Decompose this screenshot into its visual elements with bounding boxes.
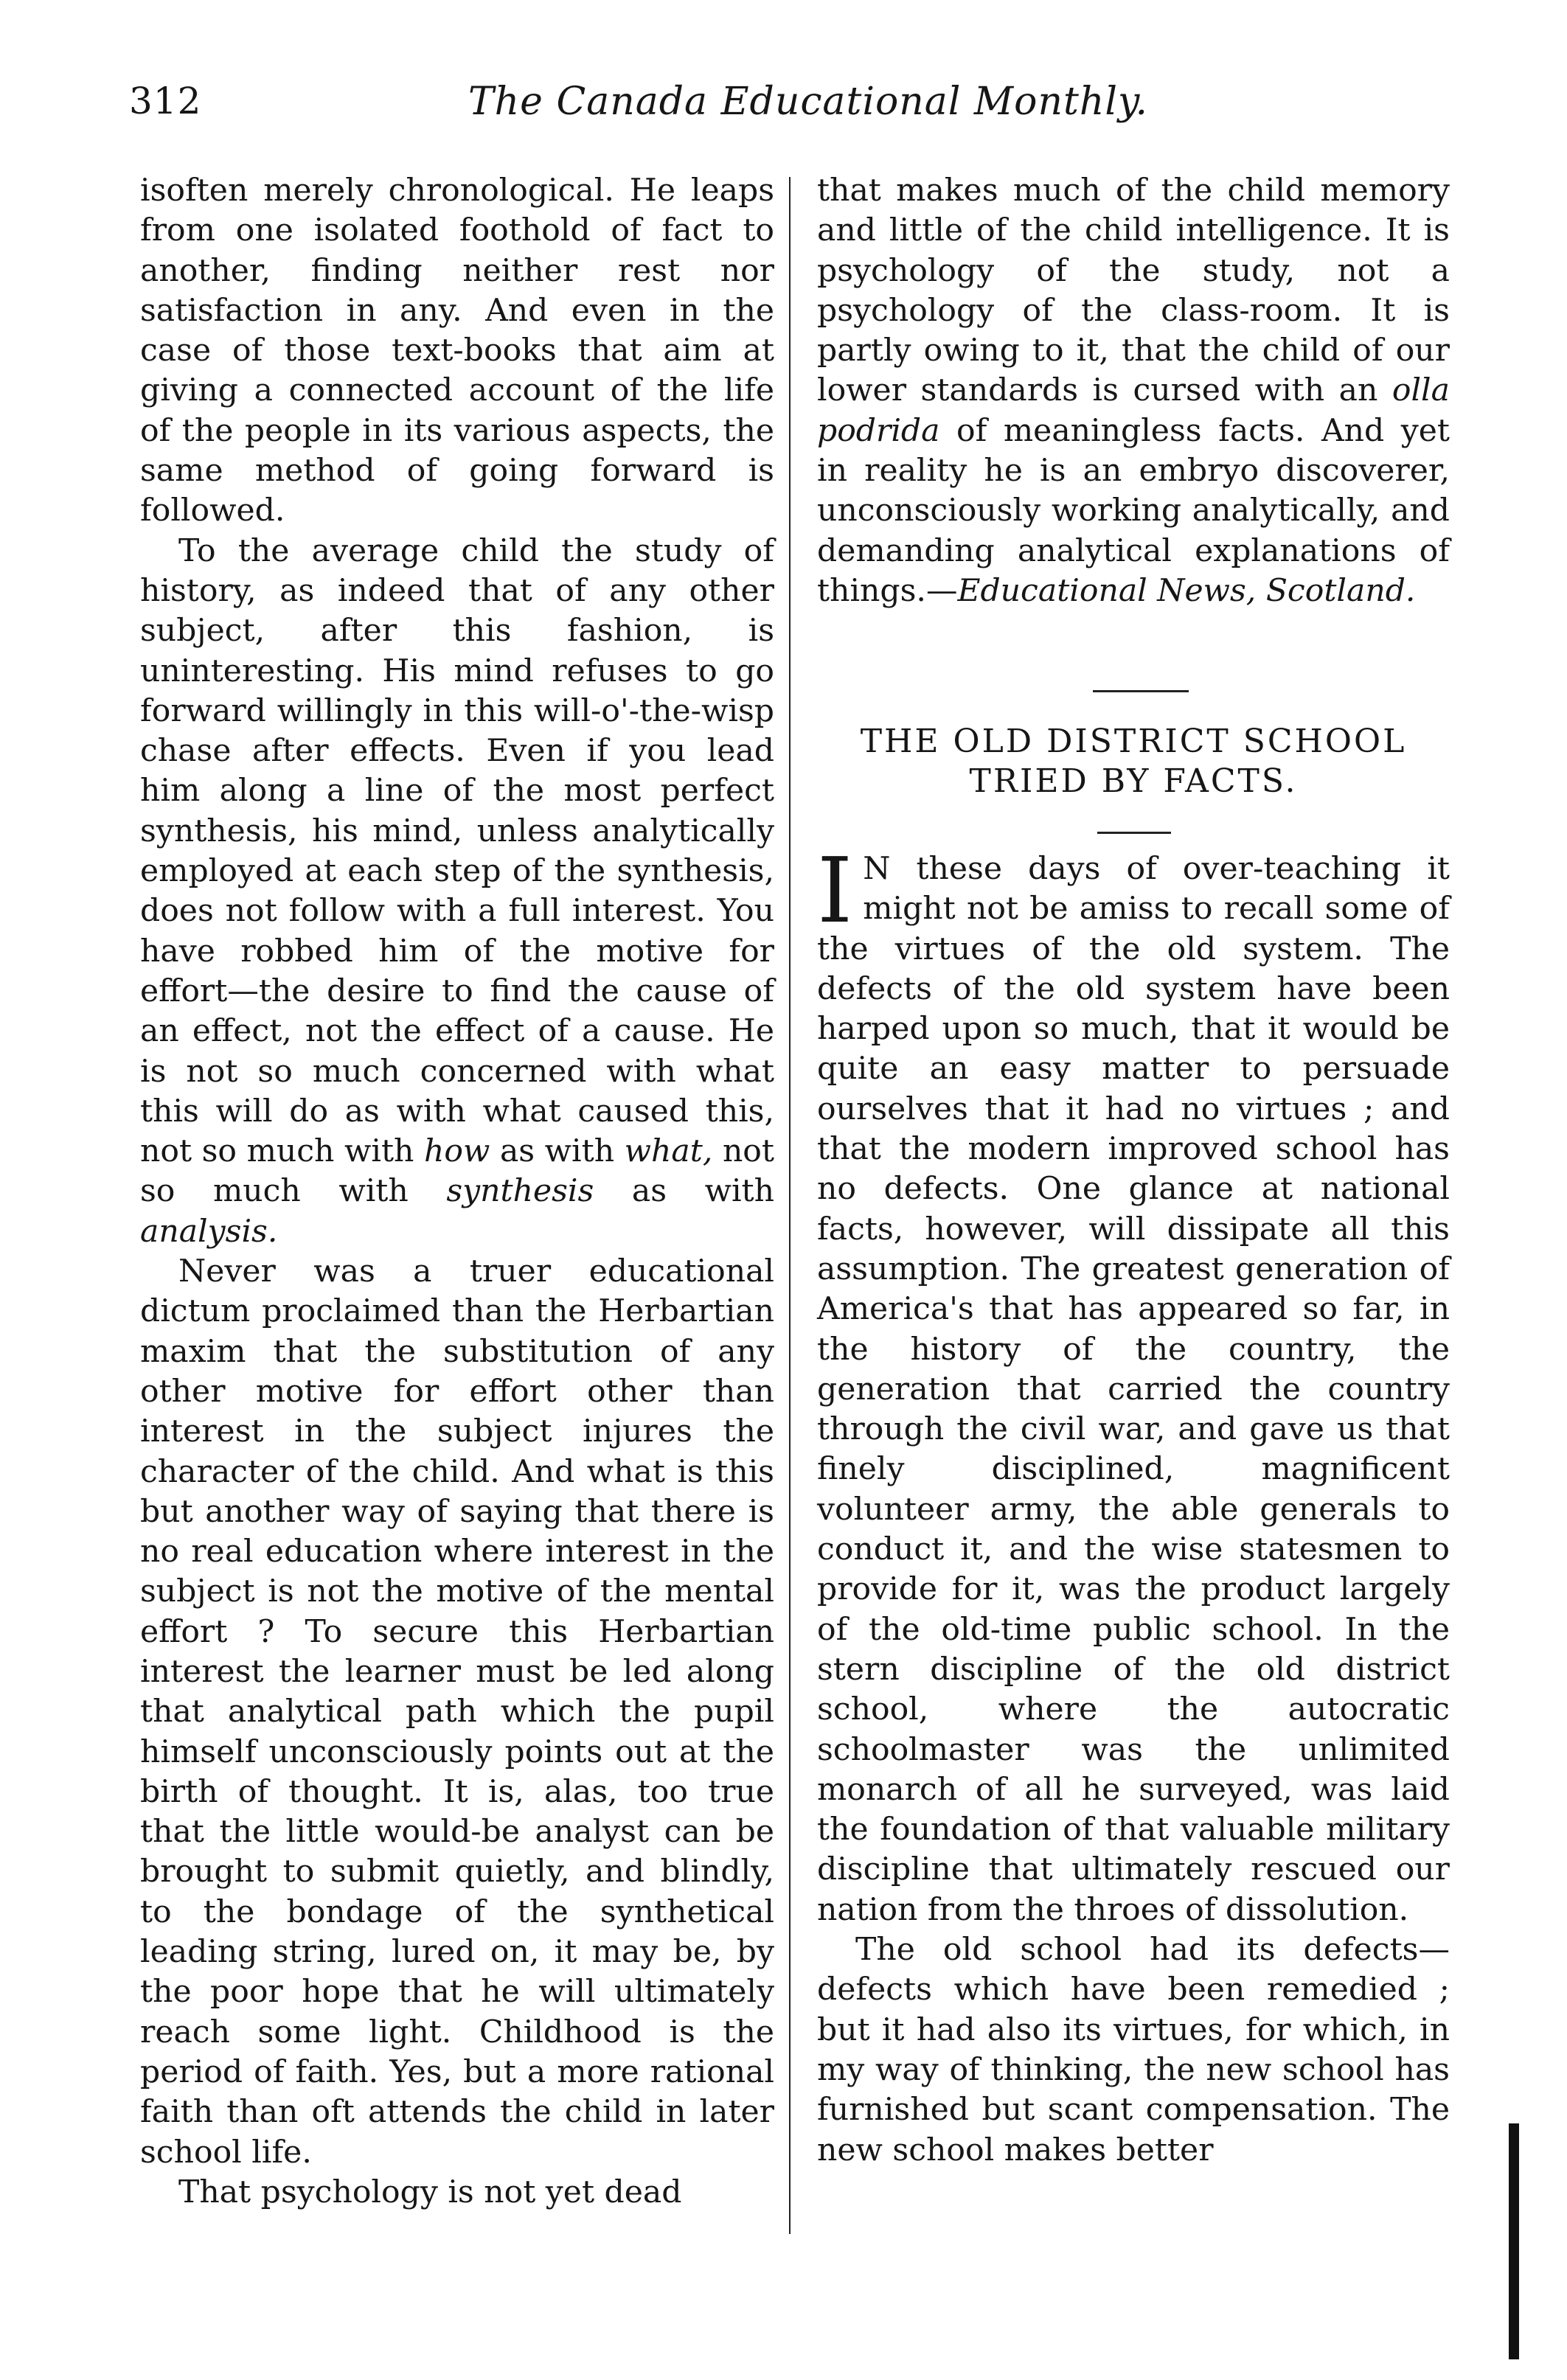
column-divider bbox=[789, 177, 791, 2234]
italic-what: what, bbox=[624, 1133, 713, 1170]
right-paragraph-3: The old school had its defects—defects which have been remedied ; but it had also its virtues, for which, in my way of thinking, the new school has furnished but scant compensation. The new school makes better bbox=[817, 1932, 1450, 2168]
left-column bbox=[140, 171, 774, 2213]
left-paragraph-2-mid1: as with bbox=[499, 1133, 615, 1170]
right-column-article bbox=[817, 838, 1450, 2171]
left-paragraph-4: That psychology is not yet dead bbox=[178, 2174, 682, 2210]
article-heading-line-2: TRIED BY FACTS. bbox=[969, 762, 1298, 800]
italic-analysis: analysis. bbox=[140, 1213, 278, 1250]
source-attribution: Educational News, Scotland. bbox=[957, 572, 1416, 609]
article-heading-line-1: THE OLD DISTRICT SCHOOL bbox=[860, 723, 1407, 760]
drop-cap: I bbox=[817, 838, 853, 943]
left-paragraph-2-mid3: as with bbox=[631, 1173, 774, 1210]
left-paragraph-3: Never was a truer educational dictum proclaimed than the Herbartian maxim that the substitution of any other motive for effort other than interest in the subject injures the character of the child. And what is this but another way of saying that there is no real education where interest in the subject is not the motive of the mental effort ? To secure this Herbartian interest the learner must be led along that analytical path which the pupil himself unconsciously points out at the birth of thought. It is, alas, too true that the little would-be analyst can be brought to submit quietly, and blindly, to the bondage of the synthetical leading string, lured on, it may be, by the poor hope that he will ultimately reach some light. Childhood is the period of faith. Yes, but a more rational faith than oft attends the child in later school life. bbox=[140, 1253, 774, 2171]
right-paragraph-2-text: N these days of over-teaching it might not be amiss to recall some of the virtues of the old system. The defects of the old system have been harped upon so much, that it would be quite an easy matter to persuade ourselves that it had no virtues ; and that the modern improved school has no defects. One glance at national facts, however, will dissipate all this assumption. The greatest generation of America's that has appeared so far, in the history of the country, the generation that carried the country through the civil war, and gave us that finely disciplined, magnificent volunteer army, the able generals to conduct it, and the wise statesmen to provide for it, was the product largely of the old-time public school. In the stern discipline of the old district school, where the autocratic schoolmaster was the unlimited monarch of all he surveyed, was laid the foundation of that valuable military discipline that ultimately rescued our nation from the throes of dissolution. bbox=[817, 851, 1450, 1928]
left-paragraph-2-text: To the average child the study of history, as indeed that of any other subject, after this fashion, is uninteresting. His mind refuses to go forward willingly in this will-o'-the-wisp chase after effects. Even if you lead him along a line of the most perfect synthesis, his mind, unless analytically employed at each step of the synthesis, does not follow with a full interest. You have robbed him of the motive for effort—the desire to find the cause of an effect, not the effect of a cause. He is not so much concerned with what this will do as with what caused this, not so much with bbox=[140, 532, 774, 1170]
right-column bbox=[817, 171, 1450, 611]
running-head bbox=[129, 80, 1161, 139]
left-paragraph-1: isoften merely chronological. He leaps from one isolated foothold of fact to another, finding neither rest nor satisfaction in any. And even in the case of those text-books that aim at giving a connected account of the life of the people in its various aspects, the same method of going forward is followed. bbox=[140, 173, 774, 529]
italic-how: how bbox=[424, 1133, 490, 1170]
left-paragraph-2-mid2: not so much with bbox=[140, 1133, 774, 1210]
left-paragraph-2 bbox=[140, 532, 774, 1252]
italic-olla-podrida: olla podrida bbox=[817, 372, 1450, 449]
section-rule-bottom bbox=[1097, 832, 1171, 834]
right-paragraph-1 bbox=[817, 171, 1450, 611]
section-rule-top bbox=[1093, 690, 1189, 692]
right-paragraph-2 bbox=[817, 838, 1450, 1930]
journal-title: The Canada Educational Monthly. bbox=[468, 80, 1148, 124]
right-paragraph-1-mid: of meaningless facts. And yet in reality he is an embryo discoverer, unconsciously working analytically, and demanding analytical explanations of things.— bbox=[817, 412, 1450, 609]
page-number: 312 bbox=[129, 80, 202, 122]
italic-synthesis: synthesis bbox=[446, 1173, 594, 1210]
page-edge-shadow bbox=[1509, 2123, 1519, 2359]
right-paragraph-1-text: that makes much of the child memory and little of the child intelligence. It is psychology of the study, not a psychology of the class-room. It is partly owing to it, that the child of our lower standards is cursed with an bbox=[817, 173, 1450, 409]
